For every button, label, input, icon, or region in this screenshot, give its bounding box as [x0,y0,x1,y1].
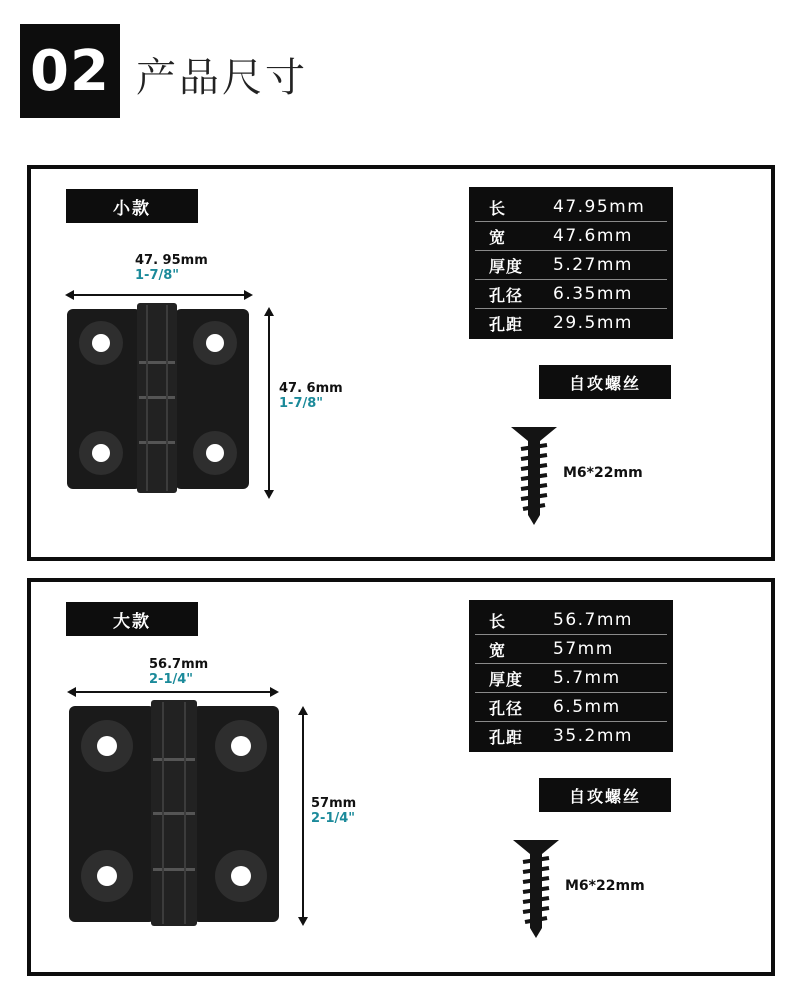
spec-row [475,251,667,280]
width-dimension-small [135,253,208,283]
spec-key: 厚度 [489,669,524,689]
spec-row [475,693,667,722]
width-arrow-large [67,684,281,700]
spec-row [475,222,667,251]
spec-value: 56.7mm [553,610,633,630]
spec-key: 长 [489,611,507,631]
variant-label-small: 小款 [66,189,198,223]
screw-label-small: 自攻螺丝 [539,365,671,399]
height-mm-large: 57mm [311,796,357,811]
screw-image-small [509,421,559,525]
height-arrow-large [295,706,311,926]
spec-row [475,193,667,222]
height-dimension-large [311,796,356,826]
hinge-image-large [69,700,279,926]
spec-value: 5.7mm [553,668,621,688]
spec-key: 孔径 [489,285,524,305]
spec-value: 29.5mm [553,313,633,333]
section-title: 产品尺寸 [136,55,308,101]
spec-value: 35.2mm [553,726,633,746]
spec-table-large [469,600,673,752]
height-arrow-small [261,307,277,499]
spec-key: 厚度 [489,256,524,276]
width-dimension-large [149,657,208,687]
spec-value: 47.95mm [553,197,646,217]
spec-value: 6.35mm [553,284,633,304]
spec-row [475,280,667,309]
width-inch-small: 1-7/8" [135,268,180,283]
height-mm-small: 47. 6mm [279,381,343,396]
width-mm-large: 56.7mm [149,657,209,672]
spec-row [475,309,667,337]
section-number: 02 [20,24,120,118]
spec-table-small [469,187,673,339]
screw-image-large [511,834,561,938]
spec-key: 孔径 [489,698,524,718]
small-variant-panel [27,165,775,561]
screw-label-large: 自攻螺丝 [539,778,671,812]
hinge-image-small [67,301,249,495]
large-variant-panel [27,578,775,976]
height-dimension-small [279,381,343,411]
spec-row [475,664,667,693]
spec-row [475,635,667,664]
spec-row [475,722,667,750]
screw-size-small: M6*22mm [563,465,643,481]
spec-key: 孔距 [489,727,524,747]
width-mm-small: 47. 95mm [135,253,208,268]
spec-value: 47.6mm [553,226,633,246]
spec-value: 6.5mm [553,697,621,717]
spec-value: 5.27mm [553,255,633,275]
variant-label-large: 大款 [66,602,198,636]
height-inch-small: 1-7/8" [279,396,324,411]
width-inch-large: 2-1/4" [149,672,194,687]
screw-size-large: M6*22mm [565,878,645,894]
spec-value: 57mm [553,639,614,659]
spec-key: 宽 [489,227,507,247]
height-inch-large: 2-1/4" [311,811,356,826]
spec-row [475,606,667,635]
spec-key: 孔距 [489,314,524,334]
spec-key: 宽 [489,640,507,660]
spec-key: 长 [489,198,507,218]
